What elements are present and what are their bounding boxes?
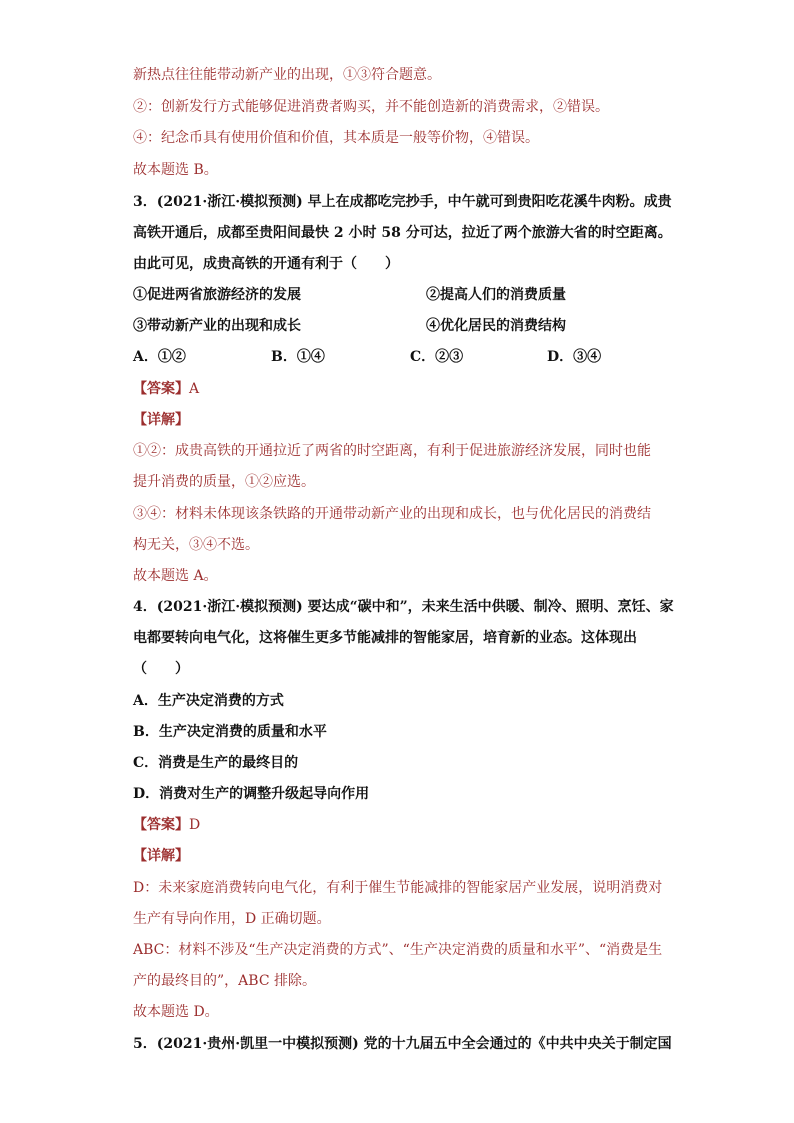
q3-option-b: B．①④ [271,349,325,365]
q3-item-1: ①促进两省旅游经济的发展 [133,287,301,303]
q5-stem-line: 5．(2021·贵州·凯里一中模拟预测) 党的十九届五中全会通过的《中共中央关于制定国 [133,1036,672,1052]
q4-detail-line: 生产有导向作用，D 正确切题。 [133,911,331,927]
answer-value: D [189,817,201,833]
q4-detail-tag: 【详解】 [133,848,189,864]
q3-stem-line: 由此可见，成贵高铁的开通有利于（ ） [133,256,399,272]
q4-option-d: D．消费对生产的调整升级起导向作用 [133,786,370,802]
q3-option-d: D．③④ [547,349,602,365]
q3-option-c: C．②③ [410,349,464,365]
q3-answer [133,380,674,398]
q4-answer [133,816,674,834]
q3-conclusion: 故本题选 A。 [133,568,218,584]
q4-option-c: C．消费是生产的最终目的 [133,755,299,771]
q2-conclusion: 故本题选 B。 [133,162,218,178]
answer-value: A [189,381,200,397]
q4-detail-line: D：未来家庭消费转向电气化，有利于催生节能减排的智能家居产业发展，说明消费对 [133,880,663,896]
q3-stem-line: 高铁开通后，成都至贵阳间最快 2 小时 58 分可达，拉近了两个旅游大省的时空距离。 [133,225,672,241]
q4-stem-line: （ ） [133,661,189,677]
q4-detail-line: 产的最终目的”，ABC 排除。 [133,973,316,989]
q3-option-a: A．①② [133,349,186,365]
answer-tag: 【答案】 [133,381,189,397]
q3-detail-line: 提升消费的质量，①②应选。 [133,474,315,490]
q3-detail-line: 构无关，③④不选。 [133,537,259,553]
q4-stem-line: 4．(2021·浙江·模拟预测) 要达成“碳中和”，未来生活中供暖、制冷、照明、烹饪、家 [133,599,674,615]
q3-item-2: ②提高人们的消费质量 [426,287,566,303]
q3-stem-line: 3．(2021·浙江·模拟预测) 早上在成都吃完抄手，中午就可到贵阳吃花溪牛肉粉。成贵 [133,194,672,210]
q4-stem-line: 电都要转向电气化，这将催生更多节能减排的智能家居，培育新的业态。这体现出 [133,630,637,646]
q4-option-a: A．生产决定消费的方式 [133,693,284,709]
q3-detail-tag: 【详解】 [133,412,189,428]
q4-conclusion: 故本题选 D。 [133,1004,219,1020]
q3-detail-line: ③④：材料未体现该条铁路的开通带动新产业的出现和成长，也与优化居民的消费结 [133,506,651,522]
q2-analysis-line: ②：创新发行方式能够促进消费者购买，并不能创造新的消费需求，②错误。 [133,99,609,115]
q4-option-b: B．生产决定消费的质量和水平 [133,724,327,740]
q3-item-4: ④优化居民的消费结构 [426,318,566,334]
q3-detail-line: ①②：成贵高铁的开通拉近了两省的时空距离，有利于促进旅游经济发展，同时也能 [133,443,651,459]
q4-detail-line: ABC：材料不涉及“生产决定消费的方式”、“生产决定消费的质量和水平”、“消费是生 [133,942,663,958]
q2-analysis-line: 新热点往往能带动新产业的出现，①③符合题意。 [133,67,441,83]
q3-item-3: ③带动新产业的出现和成长 [133,318,301,334]
answer-tag: 【答案】 [133,817,189,833]
q2-analysis-line: ④：纪念币具有使用价值和价值，其本质是一般等价物，④错误。 [133,130,539,146]
